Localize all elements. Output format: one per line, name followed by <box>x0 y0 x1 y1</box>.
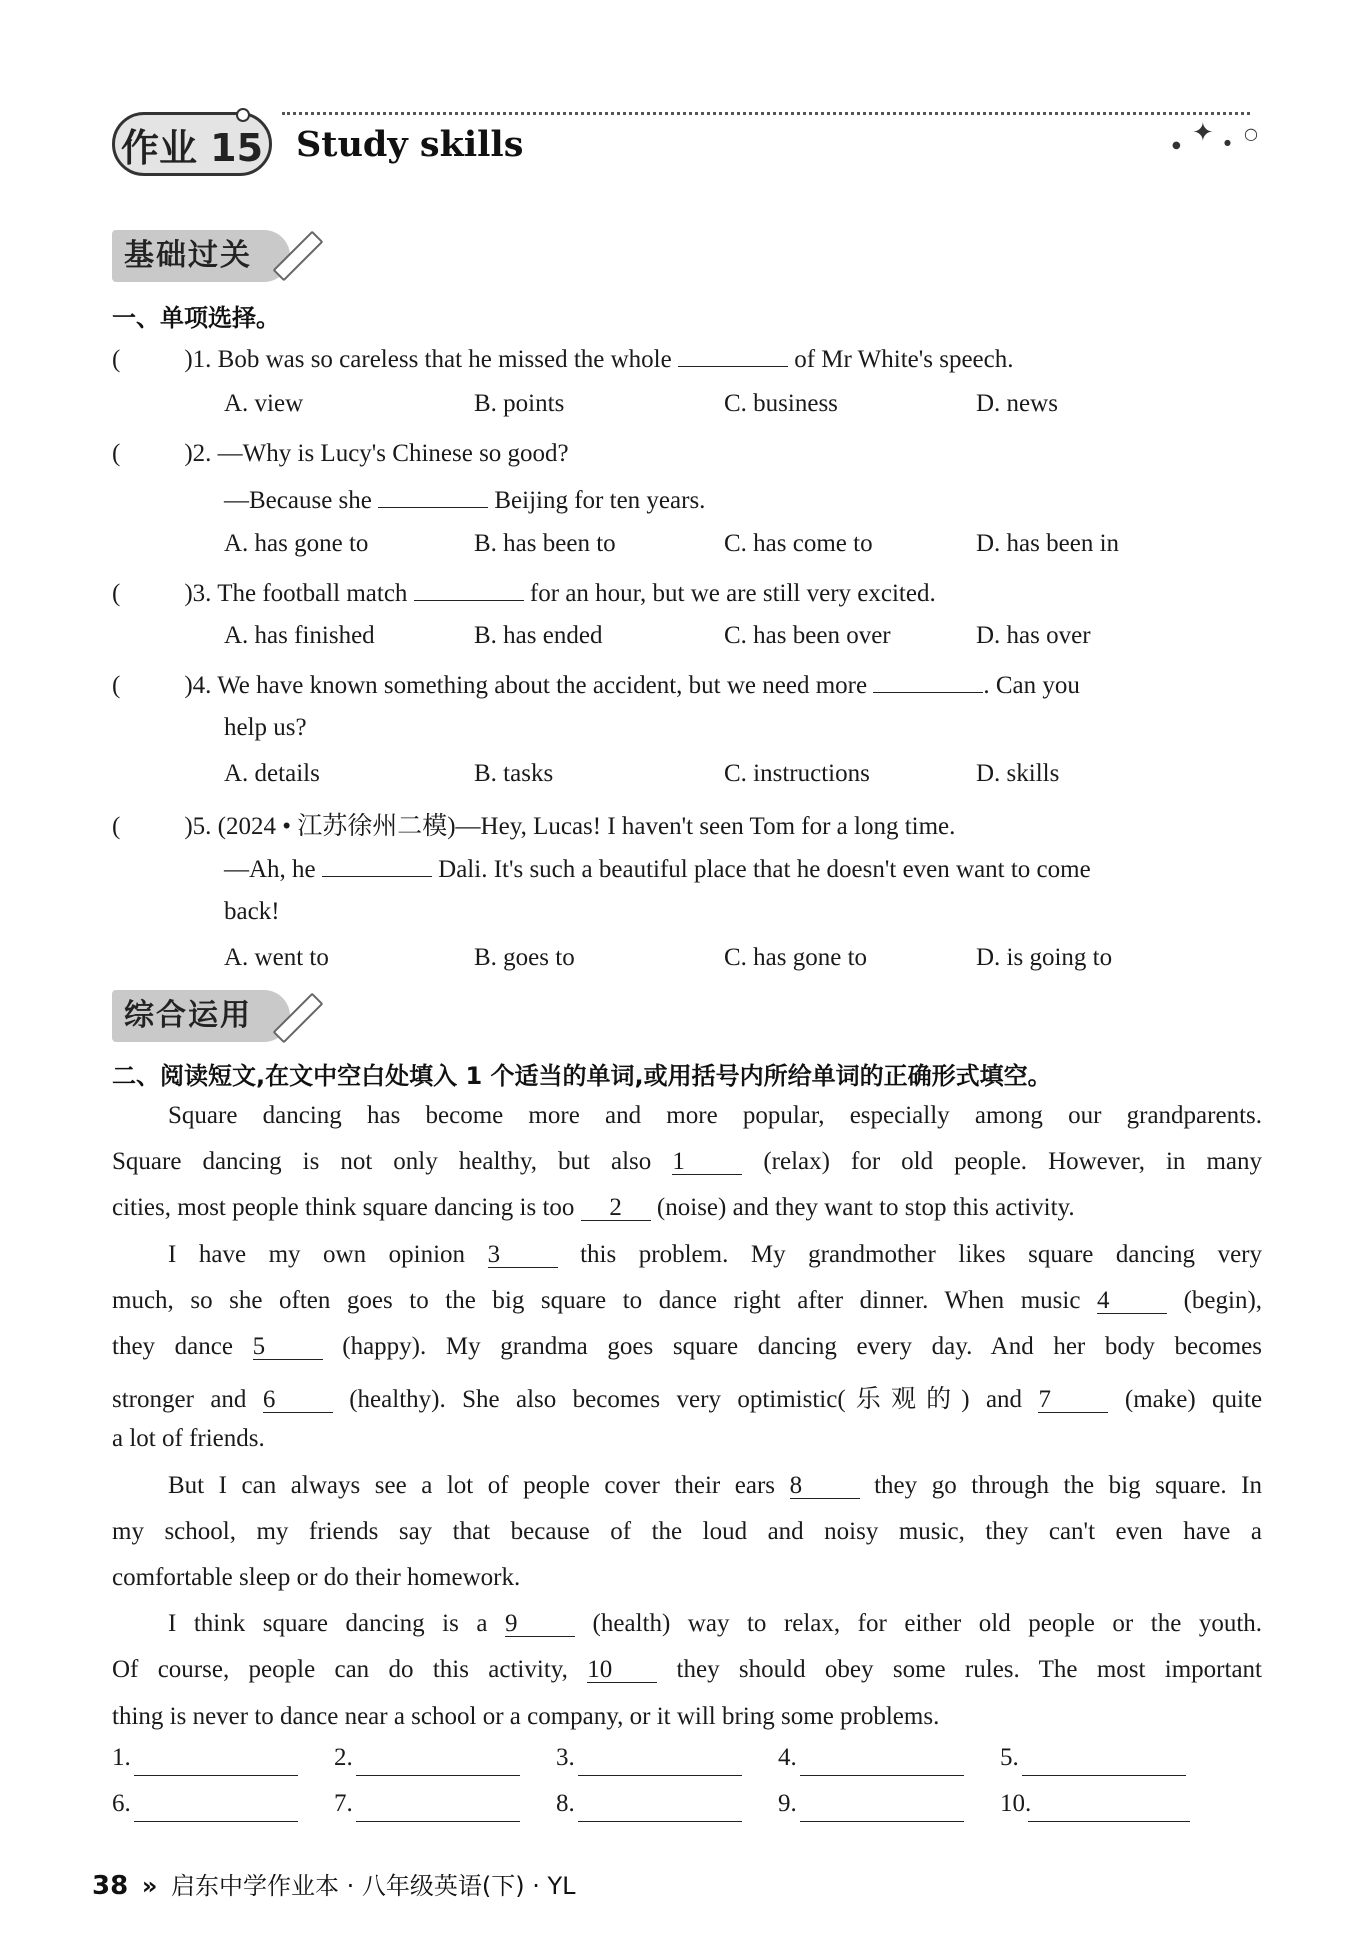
page-number: 38 <box>92 1871 129 1901</box>
homework-badge: 作业 15 <box>112 112 272 176</box>
fill-blank[interactable] <box>414 576 524 601</box>
option-d: D. news <box>976 390 1058 417</box>
page-title: Study skills <box>296 124 524 165</box>
answer-line[interactable] <box>356 1820 520 1822</box>
passage-text: much, so she often goes to the big square to dance right after dinner. When music <box>112 1287 1081 1314</box>
passage-text: a lot of friends. <box>112 1425 265 1452</box>
passage-text: (relax) for old people. However, in many <box>763 1148 1262 1175</box>
passage-text: (healthy). She also becomes very optimistic(乐观的) and <box>349 1386 1023 1413</box>
fill-blank[interactable] <box>678 342 788 367</box>
answer-line[interactable] <box>134 1820 298 1822</box>
option-c: C. instructions <box>724 760 870 787</box>
passage-text: cities, most people think square dancing is too <box>112 1194 575 1221</box>
answer-label: 3. <box>556 1744 575 1771</box>
passage-text: they dance <box>112 1333 233 1360</box>
option-d: D. has been in <box>976 530 1120 557</box>
option-d: D. has over <box>976 622 1091 649</box>
answer-slot[interactable] <box>120 437 184 461</box>
answer-paren: ( <box>112 580 121 607</box>
book-title: 启东中学作业本 · 八年级英语(下) · YL <box>170 1872 576 1900</box>
question-text: )4. We have known something about the accident, but we need more <box>184 672 868 699</box>
passage-line <box>112 1425 1262 1453</box>
answer-label: 1. <box>112 1744 131 1771</box>
passage-text: this problem. My grandmother likes square dancing very <box>580 1241 1262 1268</box>
circle-decoration-icon: ○ <box>1244 124 1258 143</box>
section1-instruction: 一、单项选择。 <box>112 304 280 332</box>
answer-label: 2. <box>334 1744 353 1771</box>
option-b: B. points <box>474 390 565 417</box>
option-c: C. has been over <box>724 622 891 649</box>
option-b: B. goes to <box>474 944 575 971</box>
passage-text: (happy). My grandma goes square dancing every day. And her body becomes <box>342 1333 1262 1360</box>
passage-text: stronger and <box>112 1386 247 1413</box>
passage-text: they should obey some rules. The most important <box>676 1656 1263 1683</box>
answer-label: 7. <box>334 1790 353 1817</box>
question-2-line-2 <box>224 483 705 515</box>
option-d: D. skills <box>976 760 1060 787</box>
header-dotted-line <box>282 112 1250 115</box>
answer-paren: ( <box>112 440 121 467</box>
passage-line <box>112 1148 1262 1176</box>
question-5-line-3: back! <box>224 898 280 925</box>
passage-line <box>112 1656 1262 1684</box>
answer-line[interactable] <box>578 1774 742 1776</box>
option-c: C. business <box>724 390 838 417</box>
answer-line[interactable] <box>800 1774 964 1776</box>
option-a: A. details <box>224 760 320 787</box>
passage-text: But I can always see a lot of people cover their ears <box>168 1472 776 1499</box>
passage-text: Square dancing is not only healthy, but also <box>112 1148 652 1175</box>
numbered-blank[interactable]: 6 <box>263 1388 333 1413</box>
question-text: of Mr White's speech. <box>794 346 1014 373</box>
dot-decoration-icon: ● <box>1172 140 1181 151</box>
option-b: B. tasks <box>474 760 554 787</box>
passage-line <box>112 1518 1262 1546</box>
numbered-blank[interactable]: 7 <box>1038 1388 1108 1413</box>
passage-text: (make) quite <box>1124 1386 1263 1413</box>
question-1 <box>112 342 1013 374</box>
numbered-blank[interactable]: 4 <box>1097 1289 1167 1314</box>
page-footer <box>92 1866 576 1901</box>
numbered-blank[interactable]: 1 <box>672 1150 742 1175</box>
option-a: A. view <box>224 390 304 417</box>
question-4-line-2: help us? <box>224 714 307 741</box>
passage-line <box>168 1472 1262 1500</box>
passage-line <box>112 1379 1262 1415</box>
question-text: —Ah, he <box>224 856 316 883</box>
answer-label: 4. <box>778 1744 797 1771</box>
dot-decoration-icon: ● <box>1224 138 1231 147</box>
question-text: —Because she <box>224 487 372 514</box>
passage-line <box>168 1241 1262 1269</box>
option-b: B. has ended <box>474 622 603 649</box>
question-text: Beijing for ten years. <box>494 487 706 514</box>
passage-text: I have my own opinion <box>168 1241 466 1268</box>
answer-label: 8. <box>556 1790 575 1817</box>
answer-paren: ( <box>112 346 121 373</box>
answer-line[interactable] <box>356 1774 520 1776</box>
answer-label: 9. <box>778 1790 797 1817</box>
section2-instruction: 二、阅读短文,在文中空白处填入 1 个适当的单词,或用括号内所给单词的正确形式填空。 <box>112 1062 1052 1090</box>
passage-line <box>112 1564 1262 1592</box>
passage-text: (health) way to relax, for either old people or the youth. <box>592 1610 1263 1637</box>
option-c: C. has come to <box>724 530 873 557</box>
passage-line <box>168 1610 1262 1638</box>
double-chevron-icon: » <box>141 1872 158 1900</box>
passage-text: my school, my friends say that because of the loud and noisy music, they can't even have a <box>112 1518 1262 1545</box>
answer-line[interactable] <box>800 1820 964 1822</box>
section-banner-basics: 基础过关 <box>112 230 290 282</box>
badge-dot-decoration <box>236 108 250 122</box>
answer-slot[interactable] <box>120 343 184 367</box>
answer-label: 6. <box>112 1790 131 1817</box>
section-banner-application: 综合运用 <box>112 990 290 1042</box>
answer-slot[interactable] <box>120 577 184 601</box>
option-a: A. has finished <box>224 622 375 649</box>
numbered-blank[interactable]: 8 <box>790 1474 860 1499</box>
passage-text: Of course, people can do this activity, <box>112 1656 568 1683</box>
passage-text: (noise) and they want to stop this activity. <box>656 1194 1075 1221</box>
question-text: )5. (2024 • 江苏徐州二模)—Hey, Lucas! I haven't seen Tom for a long time. <box>184 813 956 840</box>
option-a: A. went to <box>224 944 329 971</box>
answer-line[interactable] <box>1028 1820 1190 1822</box>
question-text: )2. —Why is Lucy's Chinese so good? <box>184 440 569 467</box>
passage-text: they go through the big square. In <box>874 1472 1263 1499</box>
option-c: C. has gone to <box>724 944 868 971</box>
answer-paren: ( <box>112 813 121 840</box>
question-4 <box>112 668 1080 700</box>
question-5-line-2 <box>224 852 1091 884</box>
fill-blank[interactable] <box>873 668 983 693</box>
fill-blank[interactable] <box>322 852 432 877</box>
passage-text: (begin), <box>1183 1287 1263 1314</box>
passage-line <box>112 1287 1262 1315</box>
passage-line <box>168 1102 1262 1130</box>
numbered-blank[interactable]: 5 <box>253 1335 323 1360</box>
option-b: B. has been to <box>474 530 616 557</box>
passage-text: I think square dancing is a <box>168 1610 488 1637</box>
question-text: )3. The football match <box>184 580 408 607</box>
question-text: . Can you <box>983 672 1080 699</box>
question-5 <box>112 806 955 842</box>
passage-text: comfortable sleep or do their homework. <box>112 1564 521 1591</box>
numbered-blank[interactable]: 3 <box>488 1243 558 1268</box>
answer-slot[interactable] <box>120 810 184 834</box>
answer-line[interactable] <box>578 1820 742 1822</box>
fill-blank[interactable] <box>378 483 488 508</box>
passage-text: thing is never to dance near a school or a company, or it will bring some problems. <box>112 1703 940 1730</box>
question-3 <box>112 576 936 608</box>
option-a: A. has gone to <box>224 530 369 557</box>
answer-label: 5. <box>1000 1744 1019 1771</box>
numbered-blank[interactable]: 10 <box>587 1658 657 1683</box>
question-2 <box>112 437 569 468</box>
numbered-blank[interactable]: 2 <box>581 1196 651 1221</box>
numbered-blank[interactable]: 9 <box>505 1612 575 1637</box>
passage-line <box>112 1333 1262 1361</box>
passage-text: Square dancing has become more and more popular, especially among our grandparents. <box>168 1102 1262 1129</box>
question-text: Dali. It's such a beautiful place that he doesn't even want to come <box>438 856 1091 883</box>
answer-line[interactable] <box>1022 1774 1186 1776</box>
passage-line <box>112 1703 1262 1731</box>
answer-paren: ( <box>112 672 121 699</box>
answer-slot[interactable] <box>120 669 184 693</box>
answer-line[interactable] <box>134 1774 298 1776</box>
question-text: )1. Bob was so careless that he missed the whole <box>184 346 672 373</box>
answer-label: 10. <box>1000 1790 1032 1817</box>
sparkle-icon: ✦ <box>1192 118 1214 148</box>
passage-line <box>112 1194 1262 1222</box>
option-d: D. is going to <box>976 944 1113 971</box>
question-text: for an hour, but we are still very excited. <box>529 580 936 607</box>
